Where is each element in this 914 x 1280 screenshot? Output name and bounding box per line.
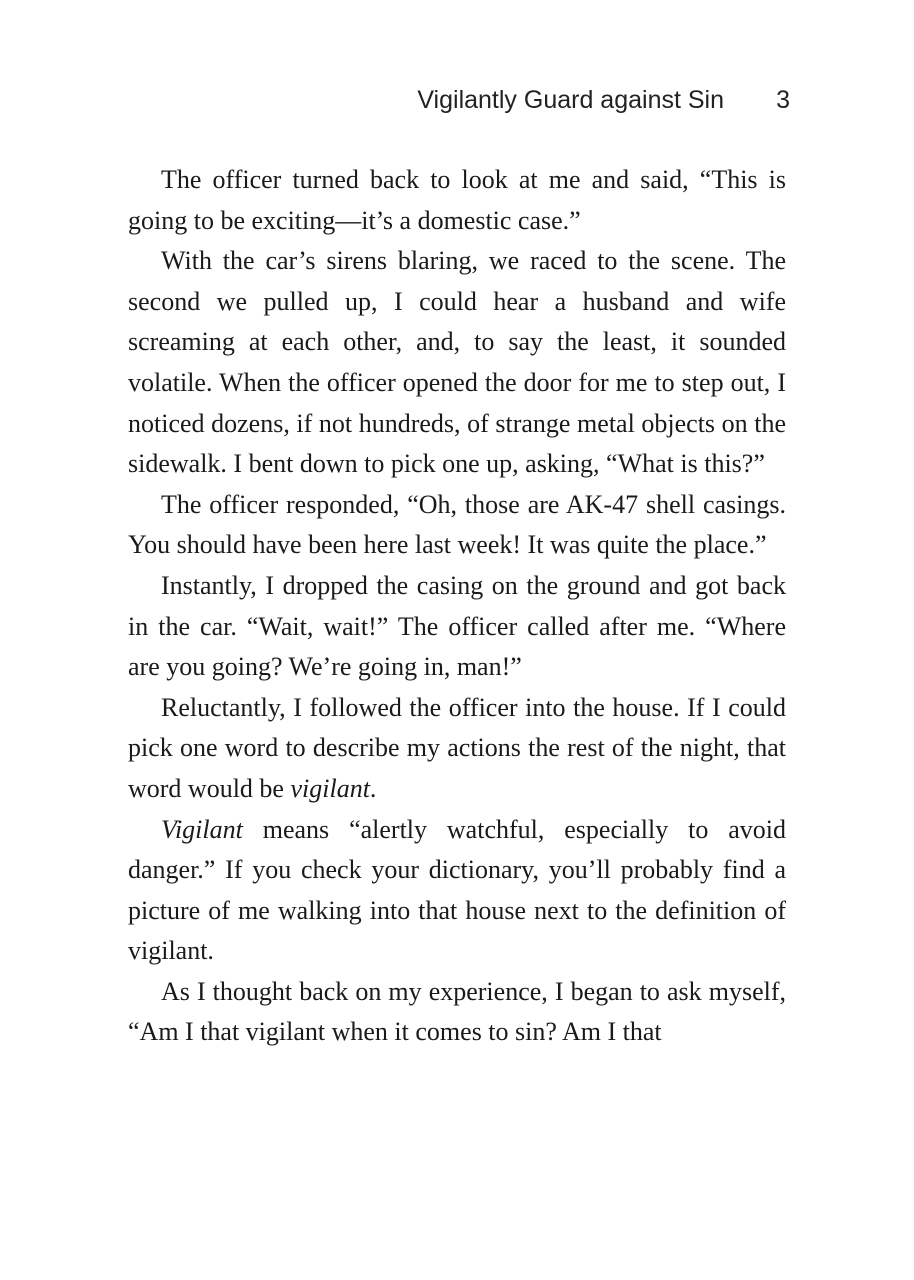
paragraph-3: The officer responded, “Oh, those are AK-47 shell casings. You should have been here last week! It was quite the place.” (128, 489, 786, 560)
running-title: Vigilantly Guard against Sin (417, 86, 724, 114)
paragraph-4: Instantly, I dropped the casing on the ground and got back in the car. “Wait, wait!” The officer called after me. “Where are you going? We’re going in, man!” (128, 570, 786, 682)
paragraph-6-text: means “alertly watchful, especially to avoid danger.” If you check your dictionary, you’ll probably find a picture of me walking into that house next to the definition of vigilant. (128, 814, 786, 966)
paragraph-7: As I thought back on my experience, I began to ask myself, “Am I that vigilant when it comes to sin? Am I that (128, 976, 786, 1047)
paragraph-6-emphasis: Vigilant (161, 814, 243, 844)
paragraph-5-emphasis: vigilant (290, 773, 370, 803)
paragraph-2: With the car’s sirens blaring, we raced to the scene. The second we pulled up, I could hear a husband and wife screaming at each other, and, to say the least, it sounded volatile. When the officer opened the door for me to step out, I noticed dozens, if not hundreds, of strange metal objects on the sidewalk. I bent down to pick one up, asking, “What is this?” (128, 246, 786, 479)
running-head (417, 86, 786, 115)
page-number: 3 (776, 86, 790, 114)
paragraph-1: The officer turned back to look at me and said, “This is going to be exciting—it’s a domestic case.” (128, 165, 786, 235)
paragraph-5-text: Reluctantly, I followed the officer into the house. If I could pick one word to describe my actions the rest of the night, that word would be (128, 692, 786, 803)
paragraph-5 (128, 688, 786, 810)
paragraph-5-end: . (369, 773, 377, 803)
body-text (128, 160, 786, 1053)
paragraph-6 (128, 810, 786, 972)
